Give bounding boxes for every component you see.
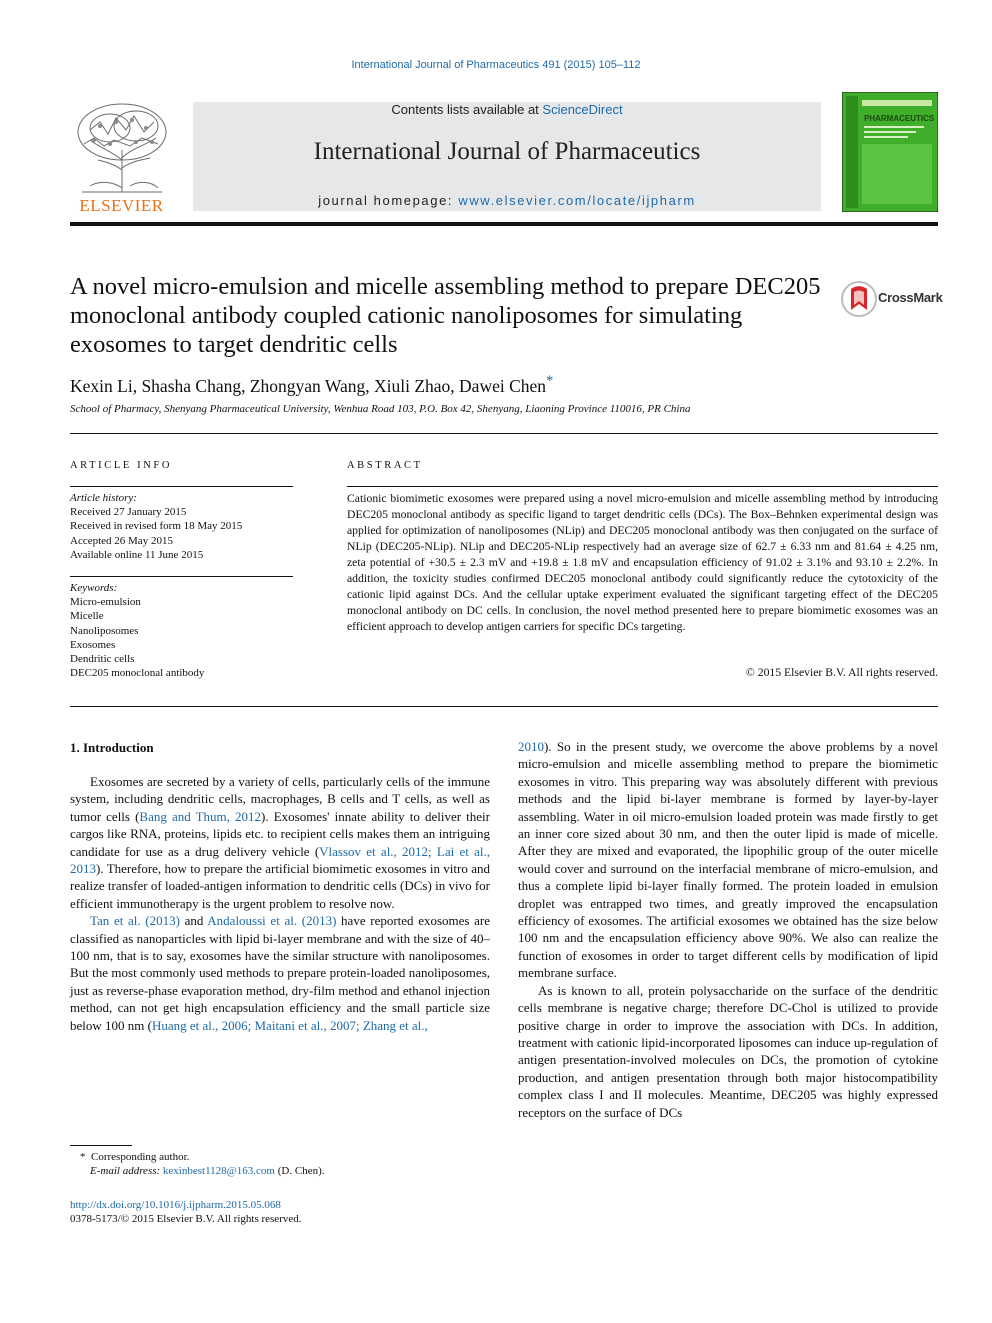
- citation-link[interactable]: Huang et al., 2006; Maitani et al., 2007; Zhang et al.,: [151, 1017, 428, 1033]
- article-title: A novel micro-emulsion and micelle assembling method to prepare DEC205 monoclonal antibody coupled cationic nanoliposomes for simulating exosomes to target dendritic cells: [70, 273, 821, 358]
- body-column-left: [70, 773, 490, 1034]
- text-span: Exosomes are secreted by a variety of cells, particularly cells of the immune system, including dendritic cells, macrophages, B cells and T cells, as well as tumor cells (: [70, 774, 490, 824]
- abstract-text: Cationic biomimetic exosomes were prepared using a novel micro-emulsion and micelle assembling method by introducing DEC205 monoclonal antibody as specific ligand to target dendritic cells (DCs). The Box–Behnken experimental design was applied for optimization of nanoliposomes (NLip) and DEC205 monoclonal antibody was then conjugated on the surface of NLip (DEC205-NLip). NLip and DEC205-NLip respectively had an average size of 62.7 ± 6.33 nm and 81.64 ± 4.25 nm, zeta potential of +30.5 ± 2.3 mV and +19.8 ± 1.8 mV and encapsulation efficiency of 91.02 ± 3.1% and 93.10 ± 2.2%. In addition, the toxicity studies confirmed DEC205 monoclonal antibody could significantly reduce the cytotoxicity of the cationic lipid against DCs. And the cellular uptake experiment evaluated the significant targeting effect of the DEC205 monoclonal antibody on DC cells. In conclusion, the novel method presented here to prepare biomimetic exosomes was an efficient approach to develop antigen carriers for specific DCs targeting.: [347, 492, 938, 633]
- citation-link[interactable]: Tan et al. (2013): [90, 913, 180, 929]
- text-span: ). Therefore, how to prepare the artificial biomimetic exosomes in vitro and realize transfer of loaded-antigen information to dendritic cells (DCs) in vivo for efficient immunotherapy is the urgent problem to resolve now.: [70, 861, 490, 911]
- article-info-heading: ARTICLE INFO: [70, 460, 173, 471]
- elsevier-wordmark: ELSEVIER: [79, 196, 164, 215]
- contents-line: [193, 102, 821, 117]
- doi-link[interactable]: http://dx.doi.org/10.1016/j.ijpharm.2015.05.068: [70, 1199, 281, 1211]
- contents-prefix: Contents lists available at: [391, 102, 543, 117]
- citation-link[interactable]: 2010: [518, 739, 544, 754]
- history-label: Article history:: [70, 492, 137, 504]
- paragraph: [70, 912, 490, 1034]
- author-list: [70, 373, 553, 397]
- homepage-prefix: journal homepage:: [318, 193, 459, 208]
- keywords-rule: [70, 576, 293, 577]
- journal-citation[interactable]: International Journal of Pharmaceutics 491 (2015) 105–112: [351, 59, 641, 71]
- keyword-item: Micro-emulsion: [70, 596, 141, 609]
- journal-cover-thumbnail[interactable]: [842, 92, 938, 212]
- abstract-bottom-rule: [70, 706, 938, 707]
- cover-journal-name: PHARMACEUTICS: [864, 114, 935, 123]
- keywords-label: Keywords:: [70, 582, 118, 594]
- citation-link[interactable]: Andaloussi et al. (2013): [207, 913, 337, 929]
- text-span: have reported exosomes are classified as nanoparticles with lipid bi-layer membrane and with the size of 40–100 nm, that is to say, exosomes have the similar structure with nanoliposomes. But the most commonly used methods to prepare protein-loaded nanoliposomes, just as reverse-phase evaporation method, dry-film method and ethanol injection method, can not get high encapsulation efficiency and the small particle size below 100 nm (: [70, 913, 490, 1033]
- email-suffix: (D. Chen).: [275, 1165, 325, 1177]
- article-history: [70, 491, 293, 562]
- history-online: Available online 11 June 2015: [70, 548, 204, 561]
- corresponding-footnote: [70, 1150, 490, 1164]
- text-span: ). So in the present study, we overcome the above problems by a novel micro-emulsion and micelle assembling method to prepare the biomimetic exosomes in vitro. This preparing way was absolutely different with previous methods and the lipid bi-layer membrane is formed by layer-by-layer assembling. Water in oil micro-emulsion loaded protein was made firstly to get an inner core sized about 30 nm, and then the outer lipid is made of micelle. After they are mixed and evaporated, the lipophilic group of the outer micelle would cover and surround on the interfacial membrane of micro-emulsion, and thus a complete lipid bi-layer finally formed. The protein loaded in emulsion droplet was entrapped two times, and greatly improved the encapsulation efficiency of exosomes. The artificial exosomes we obtained has the size below 100 nm and the encapsulation efficiency above 90%. We also can realize the function of exosomes in order to target different cells by modification of lipid membrane surface.: [518, 739, 938, 981]
- abstract-rule: [347, 486, 938, 487]
- keyword-item: Nanoliposomes: [70, 624, 139, 637]
- keyword-item: Exosomes: [70, 638, 116, 651]
- authors-text: Kexin Li, Shasha Chang, Zhongyan Wang, Xiuli Zhao, Dawei Chen: [70, 375, 547, 396]
- article-info-rule: [70, 486, 293, 487]
- issn-copyright: 0378-5173/© 2015 Elsevier B.V. All rights reserved.: [70, 1213, 302, 1225]
- citation-link[interactable]: Vlassov et al., 2012; Lai et al., 2013: [70, 843, 490, 877]
- section-heading-introduction: 1. Introduction: [70, 740, 154, 755]
- corresponding-label: Corresponding author.: [91, 1151, 190, 1163]
- keyword-item: Dendritic cells: [70, 653, 135, 666]
- text-span: and: [179, 913, 208, 929]
- citation-link[interactable]: Bang and Thum, 2012: [139, 808, 262, 824]
- keywords: [70, 581, 293, 680]
- crossmark-label[interactable]: CrossMark: [878, 290, 943, 305]
- journal-title: International Journal of Pharmaceutics: [313, 138, 701, 165]
- email-footnote: [70, 1164, 490, 1178]
- paragraph: [518, 738, 938, 982]
- history-received: Received 27 January 2015: [70, 506, 187, 519]
- text-span: ). Exosomes' innate ability to deliver their cargos like RNA, proteins, lipids etc. to recipient cells makes them an intriguing candidate for use as a drug delivery vehicle (: [70, 808, 490, 859]
- email-link[interactable]: kexinbest1128@163.com: [162, 1165, 275, 1177]
- affiliation: School of Pharmacy, Shenyang Pharmaceutical University, Wenhua Road 103, P.O. Box 42, Shenyang, Liaoning Province 110016, PR China: [70, 403, 691, 415]
- abstract-copyright: © 2015 Elsevier B.V. All rights reserved.: [745, 666, 938, 679]
- keyword-item: Micelle: [70, 610, 104, 623]
- body-column-right: [518, 738, 938, 1121]
- footnotes: [70, 1150, 490, 1178]
- corresponding-author-marker[interactable]: *: [546, 373, 554, 389]
- sciencedirect-link[interactable]: ScienceDirect: [542, 102, 623, 117]
- homepage-link[interactable]: www.elsevier.com/locate/ijpharm: [458, 193, 696, 208]
- history-revised: Received in revised form 18 May 2015: [70, 520, 243, 533]
- keyword-item: DEC205 monoclonal antibody: [70, 667, 205, 680]
- footnote-marker: *: [80, 1151, 86, 1163]
- doi-block: [70, 1198, 490, 1226]
- footnote-rule: [70, 1145, 132, 1146]
- homepage-line: [193, 193, 821, 208]
- abstract-heading: ABSTRACT: [347, 460, 423, 471]
- email-label: E-mail address:: [90, 1165, 163, 1177]
- header-rule: [70, 222, 938, 226]
- title-rule: [70, 433, 938, 434]
- paragraph: [70, 773, 490, 912]
- history-accepted: Accepted 26 May 2015: [70, 534, 173, 547]
- paragraph: As is known to all, protein polysaccharide on the surface of the dendritic cells membrane is negative charge; therefore DC-Chol is utilized to provide positive charge in order to improve the association with DCs. In addition, treatment with cationic lipid-incorporated liposomes can induce up-regulation of antigen presentation-involved molecules on DCs, the promotion of cytokine production, and antigen presentation through both major histocompatibility complex class I and II molecules. Meantime, DEC205 was highly expressed receptors on the surface of DCs: [518, 982, 938, 1120]
